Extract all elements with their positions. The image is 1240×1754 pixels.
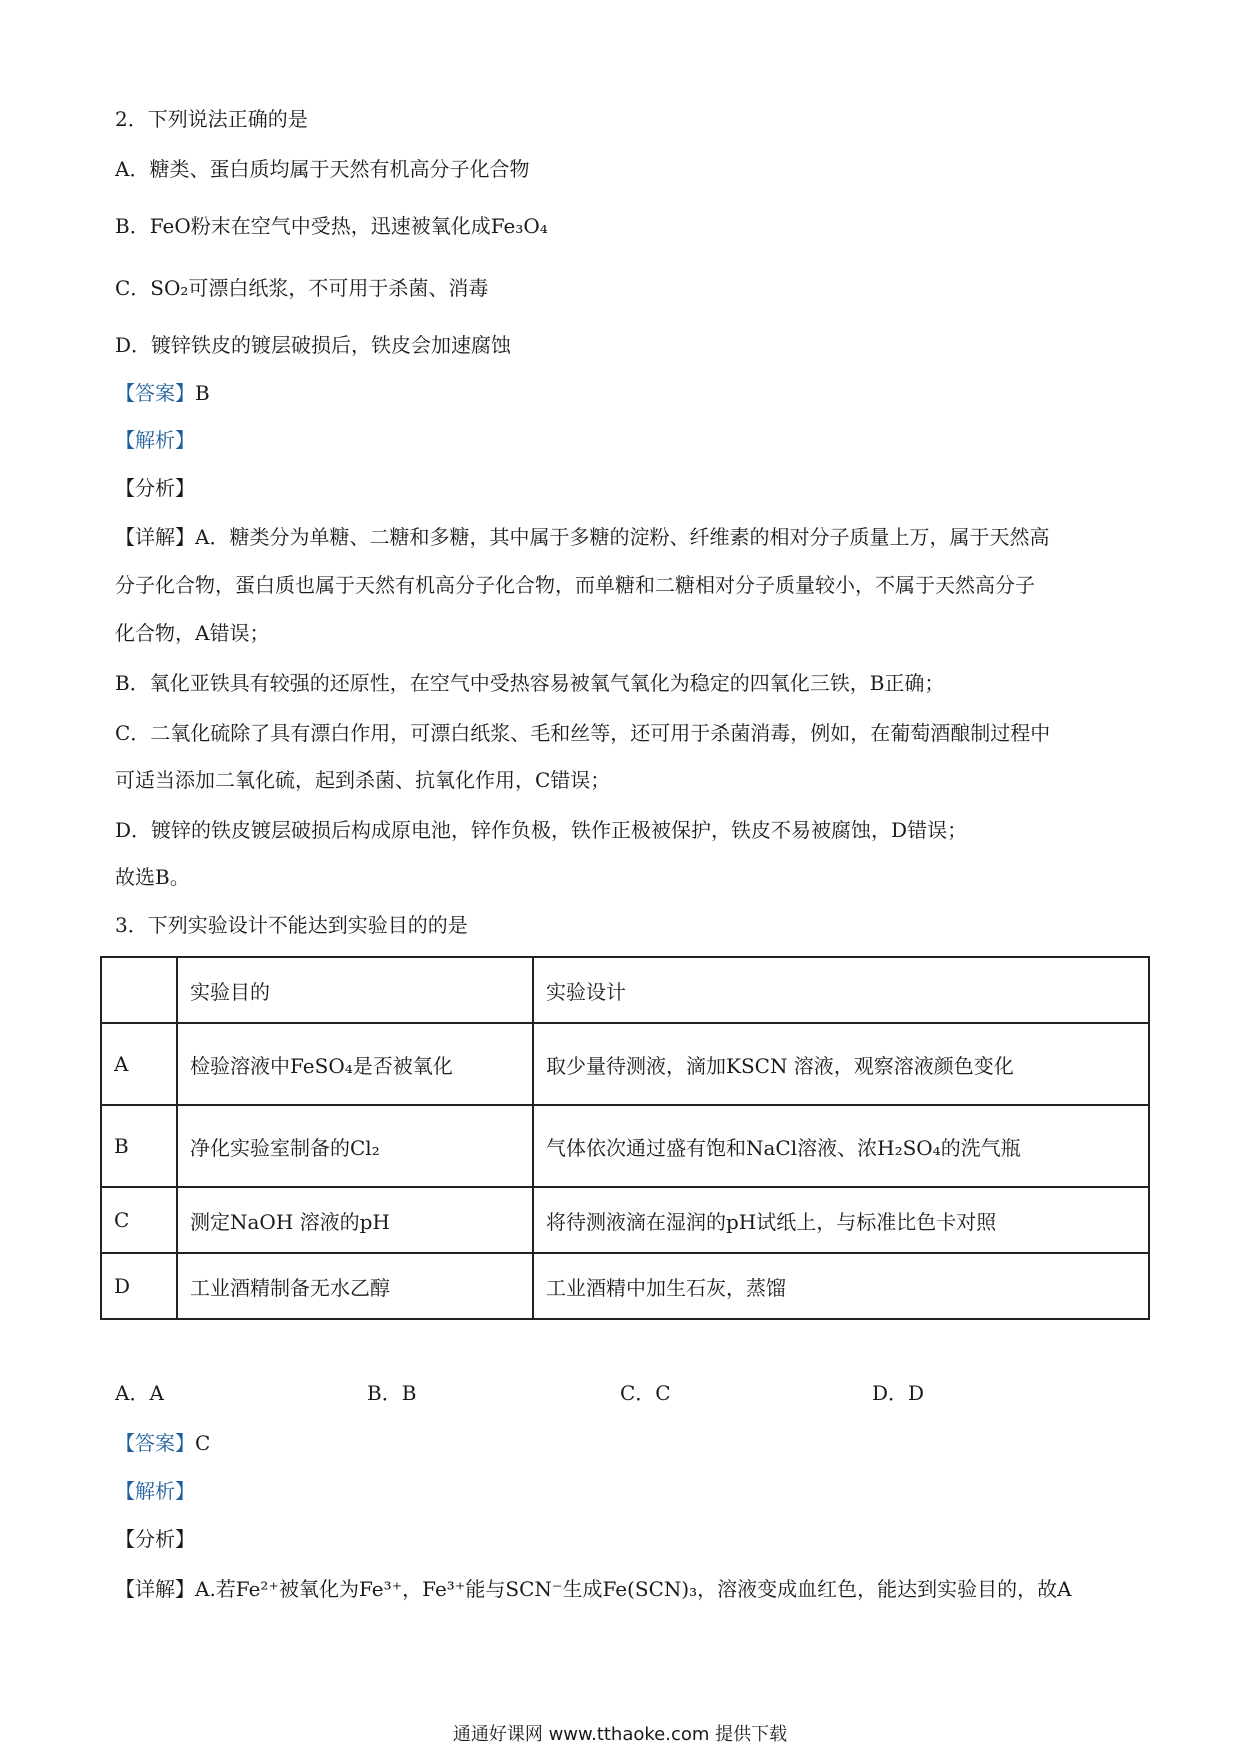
- q2-answer: [115, 378, 210, 408]
- q3-option-a: A．A: [115, 1381, 164, 1405]
- footer-source: 通通好课网 www.tthaoke.com 提供下载: [452, 1724, 788, 1745]
- table-cell: 检验溶液中FeSO₄是否被氧化: [177, 1023, 533, 1105]
- table-cell: 将待测液滴在湿润的pH试纸上，与标准比色卡对照: [533, 1187, 1149, 1253]
- q2-detail-line: B．氧化亚铁具有较强的还原性，在空气中受热容易被氧气氧化为稳定的四氧化三铁，B正确；: [115, 671, 945, 695]
- q2-detail-line: C．二氧化硫除了具有漂白作用，可漂白纸浆、毛和丝等，还可用于杀菌消毒，例如，在葡萄酒酿制过程中: [115, 721, 1051, 745]
- table-cell: 工业酒精中加生石灰，蒸馏: [533, 1253, 1149, 1319]
- experiment-table: [100, 956, 1150, 1320]
- q3-option-d: D．D: [872, 1381, 925, 1405]
- table-header-cell: 实验设计: [533, 957, 1149, 1023]
- table-cell: D: [101, 1253, 177, 1319]
- q2-option-c: C．SO₂可漂白纸浆，不可用于杀菌、消毒: [115, 276, 489, 300]
- answer-tag: 【答案】: [115, 1431, 195, 1455]
- q2-analysis-tag: 【解析】: [115, 428, 195, 452]
- table-cell: 气体依次通过盛有饱和NaCl溶液、浓H₂SO₄的洗气瓶: [533, 1105, 1149, 1187]
- q2-detail-line: 化合物，A错误；: [115, 621, 270, 645]
- table-header-cell: [101, 957, 177, 1023]
- table-cell: C: [101, 1187, 177, 1253]
- table-row: [101, 1187, 1149, 1253]
- table-cell: 净化实验室制备的Cl₂: [177, 1105, 533, 1187]
- q2-detail-line: 【详解】A．糖类分为单糖、二糖和多糖，其中属于多糖的淀粉、纤维素的相对分子质量上万，属于天然高: [115, 525, 1050, 549]
- q3-option-b: B．B: [367, 1381, 417, 1405]
- answer-value: C: [195, 1431, 211, 1455]
- q3-option-c: C．C: [620, 1381, 671, 1405]
- table-cell: 取少量待测液，滴加KSCN 溶液，观察溶液颜色变化: [533, 1023, 1149, 1105]
- table-row: [101, 1023, 1149, 1105]
- q3-answer: [115, 1428, 210, 1458]
- table-cell: A: [101, 1023, 177, 1105]
- q3-analysis-tag: 【解析】: [115, 1479, 195, 1503]
- answer-tag: 【答案】: [115, 381, 195, 405]
- q2-detail-line: 故选B。: [115, 865, 190, 889]
- answer-value: B: [195, 381, 210, 405]
- table-cell: 工业酒精制备无水乙醇: [177, 1253, 533, 1319]
- table-row: [101, 1105, 1149, 1187]
- q2-fenxi: 【分析】: [115, 476, 195, 500]
- table-cell: 测定NaOH 溶液的pH: [177, 1187, 533, 1253]
- table-cell: B: [101, 1105, 177, 1187]
- table-header-row: [101, 957, 1149, 1023]
- q3-detail-line: 【详解】A.若Fe²⁺被氧化为Fe³⁺，Fe³⁺能与SCN⁻生成Fe(SCN)₃，溶液变成血红色，能达到实验目的，故A: [115, 1577, 1072, 1601]
- q2-detail-line: D．镀锌的铁皮镀层破损后构成原电池，锌作负极，铁作正极被保护，铁皮不易被腐蚀，D错误；: [115, 818, 968, 842]
- q2-detail-line: 分子化合物，蛋白质也属于天然有机高分子化合物，而单糖和二糖相对分子质量较小，不属于天然高分子: [115, 573, 1035, 597]
- q3-stem: 3．下列实验设计不能达到实验目的的是: [115, 913, 468, 937]
- q3-fenxi: 【分析】: [115, 1527, 195, 1551]
- table-header-cell: 实验目的: [177, 957, 533, 1023]
- table-row: [101, 1253, 1149, 1319]
- q2-detail-line: 可适当添加二氧化硫，起到杀菌、抗氧化作用，C错误；: [115, 768, 611, 792]
- q2-option-a: A．糖类、蛋白质均属于天然有机高分子化合物: [115, 157, 530, 181]
- q2-option-d: D．镀锌铁皮的镀层破损后，铁皮会加速腐蚀: [115, 333, 512, 357]
- q2-stem: 2．下列说法正确的是: [115, 107, 308, 131]
- q2-option-b: B．FeO粉末在空气中受热，迅速被氧化成Fe₃O₄: [115, 214, 548, 238]
